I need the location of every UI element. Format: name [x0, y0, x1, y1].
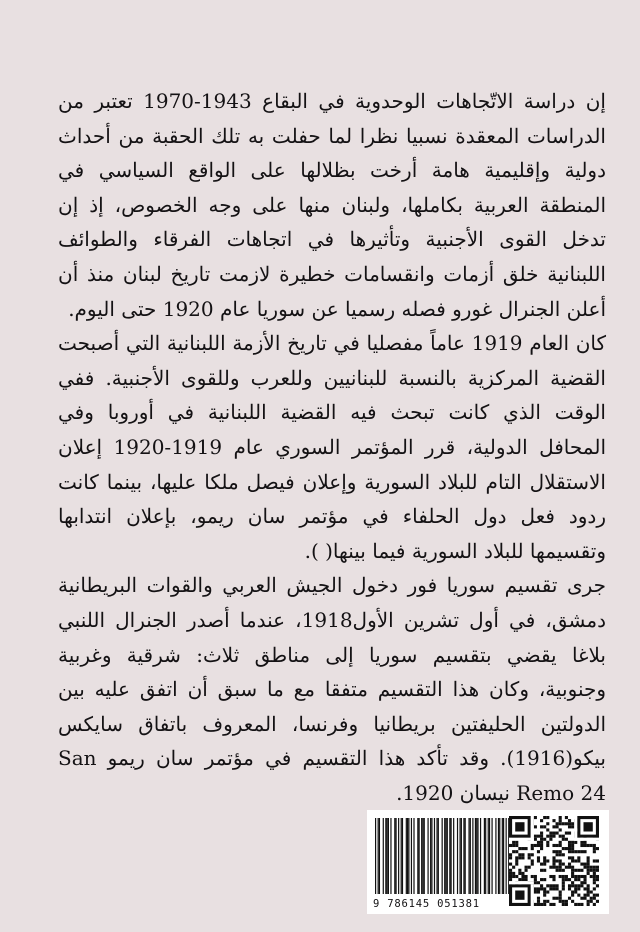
- qr-code: [509, 816, 599, 906]
- isbn-barcode: [375, 818, 511, 894]
- paragraph-3: جرى تقسيم سوريا فور دخول الجيش العربي والقوات البريطانية دمشق، في أول تشرين الأول1918، عندما أصدر الجنرال اللنبي بلاغا يقضي بتقسيم سوريا إلى مناطق ثلاث: شرقية وغربية وجنوبية، وكان هذا التقسيم متفقا مع ما سبق أن اتفق عليه بين الدولتين الحليفتين بريطانيا وفرنسا، المعروف باتفاق سايكس بيكو(1916). وقد تأكد هذا التقسيم في مؤتمر سان ريمو San Remo 24 نيسان 1920.: [58, 573, 606, 805]
- isbn-number: 9 786145 051381: [373, 898, 480, 910]
- paragraph-2: كان العام 1919 عاماً مفصليا في تاريخ الأزمة اللبنانية التي أصبحت القضية المركزية بالنسبة للبنانيين وللعرب وللقوى الأجنبية. ففي الوقت الذي كانت تبحث فيه القضية اللبنانية في أوروبا وفي المحافل الدولية، قرر المؤتمر السوري عام 1919-1920 إعلان الاستقلال التام للبلاد السورية وإعلان فيصل ملكا عليها، بينما كانت ردود فعل دول الحلفاء في مؤتمر سان ريمو، بإعلان انتدابها وتقسيمها للبلاد السورية فيما بينها( ).: [58, 331, 607, 563]
- back-cover-text: [58, 84, 606, 810]
- barcode-panel: [367, 810, 609, 914]
- paragraph-1: إن دراسة الاتّجاهات الوحدوية في البقاع 1943-1970 تعتبر من الدراسات المعقدة نسبيا نظرا لما حفلت به تلك الحقبة من أحداث دولية وإقليمية هامة أرخت بظلالها على الواقع السياسي في المنطقة العربية بكاملها، ولبنان منها على وجه الخصوص، إذ إن تدخل القوى الأجنبية وتأثيرها في اتجاهات الفرقاء والطوائف اللبنانية خلق أزمات وانقسامات خطيرة لازمت تاريخ لبنان منذ أن أعلن الجنرال غورو فصله رسميا عن سوريا عام 1920 حتى اليوم.: [58, 89, 606, 321]
